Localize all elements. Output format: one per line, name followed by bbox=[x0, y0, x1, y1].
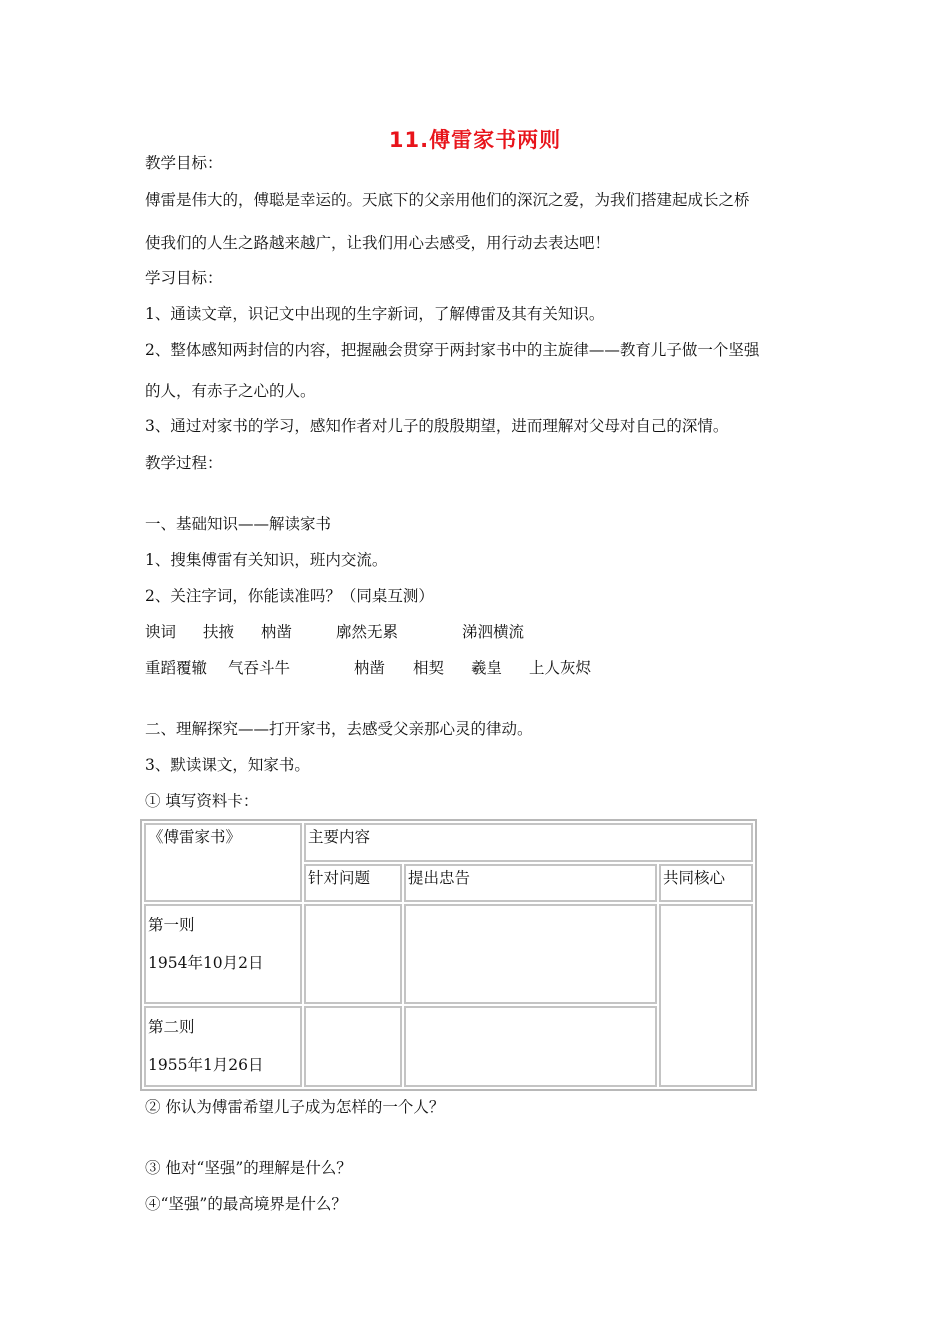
letter-1-problem-cell[interactable] bbox=[304, 904, 402, 1004]
letter-2-label bbox=[144, 1006, 302, 1087]
teaching-goal-heading: 教学目标： bbox=[145, 154, 223, 172]
advice-column-header: 提出忠告 bbox=[404, 864, 657, 903]
document-title: 11.傅雷家书两则 bbox=[388, 128, 562, 152]
letter-2-date: 1955年1月26日 bbox=[148, 1055, 264, 1074]
word: 扶掖 bbox=[203, 623, 235, 641]
process-heading: 教学过程： bbox=[145, 454, 223, 472]
word: 相契 bbox=[413, 659, 445, 677]
teaching-goal-text-2: 使我们的人生之路越来越广，让我们用心去感受，用行动去表达吧！ bbox=[145, 234, 611, 252]
section-basic-knowledge: 一、基础知识——解读家书 bbox=[145, 515, 332, 533]
word: 廓然无累 bbox=[336, 623, 399, 641]
question-3: ③ 他对“坚强”的理解是什么？ bbox=[145, 1159, 352, 1177]
word: 谀词 bbox=[145, 623, 177, 641]
shared-core-cell[interactable] bbox=[659, 904, 753, 1087]
main-content-header: 主要内容 bbox=[304, 823, 753, 862]
letter-1-name: 第一则 bbox=[148, 916, 195, 935]
info-card-table bbox=[140, 819, 757, 1091]
item-1: 1、搜集傅雷有关知识，班内交流。 bbox=[145, 551, 388, 569]
core-column-header: 共同核心 bbox=[659, 864, 753, 903]
letter-1-label bbox=[144, 904, 302, 1004]
table-corner-header: 《傅雷家书》 bbox=[144, 823, 302, 902]
item-3: 3、默读课文，知家书。 bbox=[145, 756, 310, 774]
word: 涕泗横流 bbox=[462, 623, 525, 641]
card-instruction: ① 填写资料卡： bbox=[145, 792, 259, 810]
letter-1-date: 1954年10月2日 bbox=[148, 954, 264, 973]
letter-2-advice-cell[interactable] bbox=[404, 1006, 657, 1087]
word: 气吞斗牛 bbox=[228, 659, 291, 677]
learning-goal-3: 3、通过对家书的学习，感知作者对儿子的殷殷期望，进而理解对父母对自己的深情。 bbox=[145, 417, 729, 435]
learning-goal-2b: 的人，有赤子之心的人。 bbox=[145, 382, 316, 400]
word: 羲皇 bbox=[471, 659, 503, 677]
question-2: ② 你认为傅雷希望儿子成为怎样的一个人？ bbox=[145, 1098, 445, 1116]
learning-goal-1: 1、通读文章，识记文中出现的生字新词，了解傅雷及其有关知识。 bbox=[145, 305, 605, 323]
word: 枘凿 bbox=[354, 659, 386, 677]
item-2: 2、关注字词，你能读准吗？（同桌互测） bbox=[145, 587, 434, 605]
question-4: ④“坚强”的最高境界是什么？ bbox=[145, 1195, 347, 1213]
section-explore: 二、理解探究——打开家书，去感受父亲那心灵的律动。 bbox=[145, 720, 533, 738]
word: 重蹈覆辙 bbox=[145, 659, 208, 677]
problem-column-header: 针对问题 bbox=[304, 864, 402, 903]
letter-2-problem-cell[interactable] bbox=[304, 1006, 402, 1087]
word: 枘凿 bbox=[261, 623, 293, 641]
learning-goal-heading: 学习目标： bbox=[145, 269, 223, 287]
word: 上人灰烬 bbox=[529, 659, 592, 677]
learning-goal-2a: 2、整体感知两封信的内容，把握融会贯穿于两封家书中的主旋律——教育儿子做一个坚强 bbox=[145, 341, 760, 359]
letter-2-name: 第二则 bbox=[148, 1017, 195, 1036]
letter-1-advice-cell[interactable] bbox=[404, 904, 657, 1004]
teaching-goal-text-1: 傅雷是伟大的，傅聪是幸运的。天底下的父亲用他们的深沉之爱，为我们搭建起成长之桥 bbox=[145, 191, 750, 209]
